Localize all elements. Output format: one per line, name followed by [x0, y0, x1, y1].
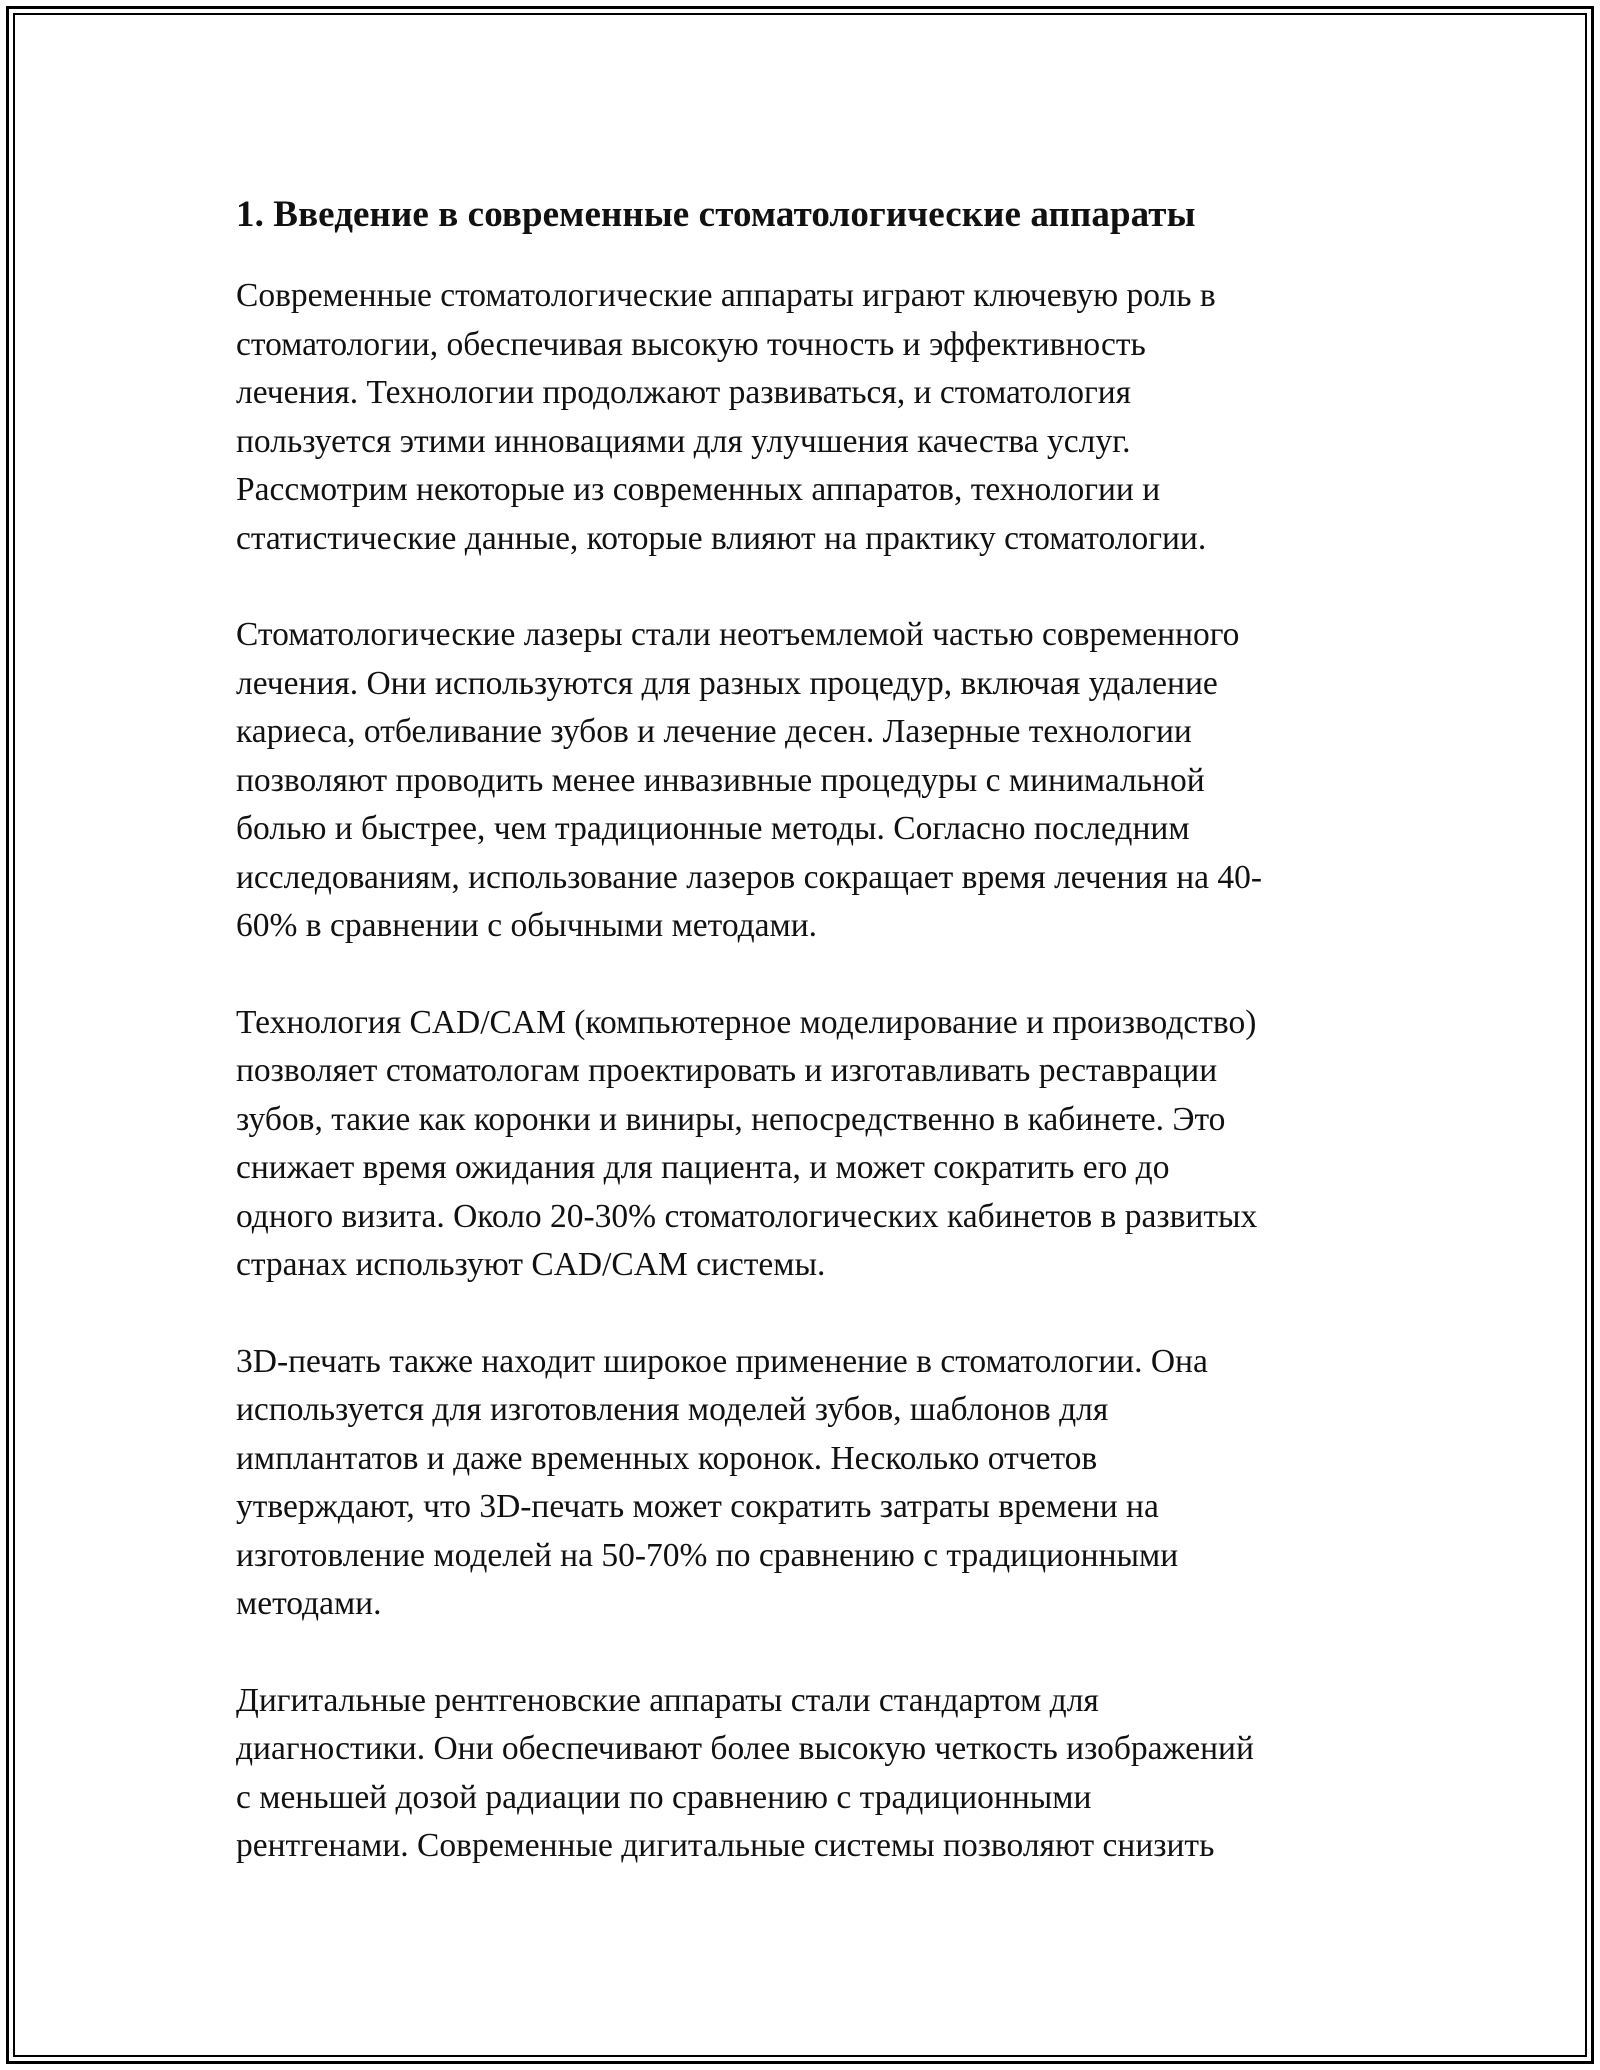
- section-heading: 1. Введение в современные стоматологические аппараты: [236, 194, 1196, 235]
- paragraph-digital-xray: Дигитальные рентгеновские аппараты стали стандартом для диагностики. Они обеспечивают более высокую четкость изображений с меньшей дозой радиации по сравнению с традиционными рентгенами. Современные дигитальные системы позволяют снизить: [236, 1681, 1254, 1864]
- document-body: [236, 186, 1366, 1919]
- paragraph-3d-printing: 3D-печать также находит широкое применение в стоматологии. Она используется для изготовления моделей зубов, шаблонов для имплантатов и даже временных коронок. Несколько отчетов утверждают, что 3D-печать может сократить затраты времени на изготовление моделей на 50-70% по сравнению с традиционными методами.: [236, 1342, 1208, 1622]
- paragraph-lasers: Стоматологические лазеры стали неотъемлемой частью современного лечения. Они используются для разных процедур, включая удаление кариеса, отбеливание зубов и лечение десен. Лазерные технологии позволяют проводить менее инвазивные процедуры с минимальной болью и быстрее, чем традиционные методы. Согласно последним исследованиям, использование лазеров сокращает время лечения на 40- 60% в сравнении с обычными методами.: [236, 616, 1263, 944]
- paragraph-cad-cam: Технология CAD/CAM (компьютерное моделирование и производство) позволяет стоматологам проектировать и изготавливать реставрации зубов, такие как коронки и виниры, непосредственно в кабинете. Это снижает время ожидания для пациента, и может сократить его до одного визита. Около 20-30% стоматологических кабинетов в развитых странах используют CAD/CAM системы.: [236, 1003, 1258, 1283]
- paragraph-intro: Современные стоматологические аппараты играют ключевую роль в стоматологии, обеспечивая высокую точность и эффективность лечения. Технологии продолжают развиваться, и стоматология пользуется этими инновациями для улучшения качества услуг. Рассмотрим некоторые из современных аппаратов, технологии и статистические данные, которые влияют на практику стоматологии.: [236, 277, 1216, 557]
